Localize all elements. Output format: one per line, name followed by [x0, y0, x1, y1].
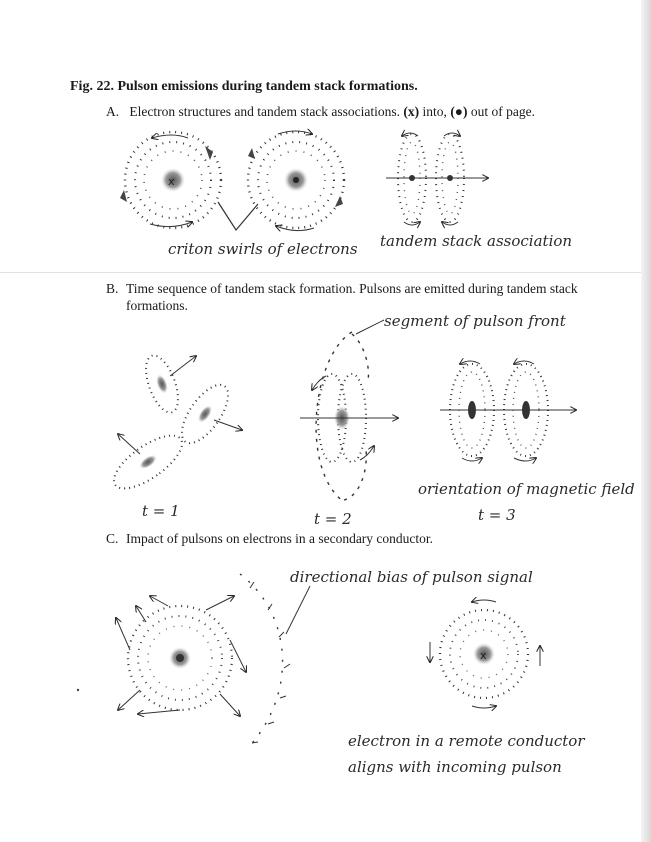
pointer-directional-bias — [286, 586, 310, 634]
figure-title: Fig. 22. Pulson emissions during tandem stack formations. — [70, 79, 418, 94]
stack-formation-t2 — [300, 320, 398, 502]
section-c-caption-text: Impact of pulsons on electrons in a secondary conductor. — [126, 531, 434, 546]
section-a-caption-into: into, — [419, 104, 451, 119]
label-magnetic-field: orientation of magnetic field — [418, 480, 635, 498]
section-b-caption-line1: Time sequence of tandem stack formation. Pulsons are emitted during tandem stack — [126, 281, 578, 296]
criton-swirl-left — [120, 132, 221, 228]
label-pulson-front: segment of pulson front — [384, 312, 566, 330]
stray-mark — [77, 689, 79, 691]
label-criton-swirls: criton swirls of electrons — [168, 240, 358, 258]
section-a-caption-out: out of page. — [467, 104, 535, 119]
emitting-electron — [116, 596, 246, 716]
label-directional-bias: directional bias of pulson signal — [290, 568, 533, 586]
stack-formation-t3 — [440, 361, 576, 461]
label-t3: t = 3 — [478, 506, 516, 524]
section-a-caption-x-symbol: (x) — [403, 104, 420, 119]
pointer-pulson-front — [356, 320, 384, 334]
section-b-caption-line2: formations. — [126, 298, 188, 313]
section-c-letter: C. — [106, 531, 119, 546]
label-t2: t = 2 — [314, 510, 352, 528]
section-a-letter: A. — [106, 104, 120, 119]
criton-swirl-right — [248, 131, 344, 231]
remote-electron — [430, 600, 540, 708]
svg-text:x: x — [480, 649, 487, 662]
label-remote-electron-line1: electron in a remote conductor — [348, 732, 585, 750]
svg-text:x: x — [168, 175, 175, 188]
section-b-letter: B. — [106, 281, 119, 296]
label-tandem-stack-association: tandem stack association — [380, 232, 573, 250]
stack-formation-t1 — [106, 351, 242, 498]
label-t1: t = 1 — [142, 502, 180, 520]
label-remote-electron-line2: aligns with incoming pulson — [348, 758, 562, 776]
pulson-signal-front — [240, 574, 310, 748]
section-a-caption-text: Electron structures and tandem stack associations. — [129, 104, 401, 119]
pointer-v-lines — [218, 202, 258, 230]
tandem-stack-association — [386, 133, 488, 225]
section-a-caption-dot-symbol: (●) — [450, 104, 468, 119]
